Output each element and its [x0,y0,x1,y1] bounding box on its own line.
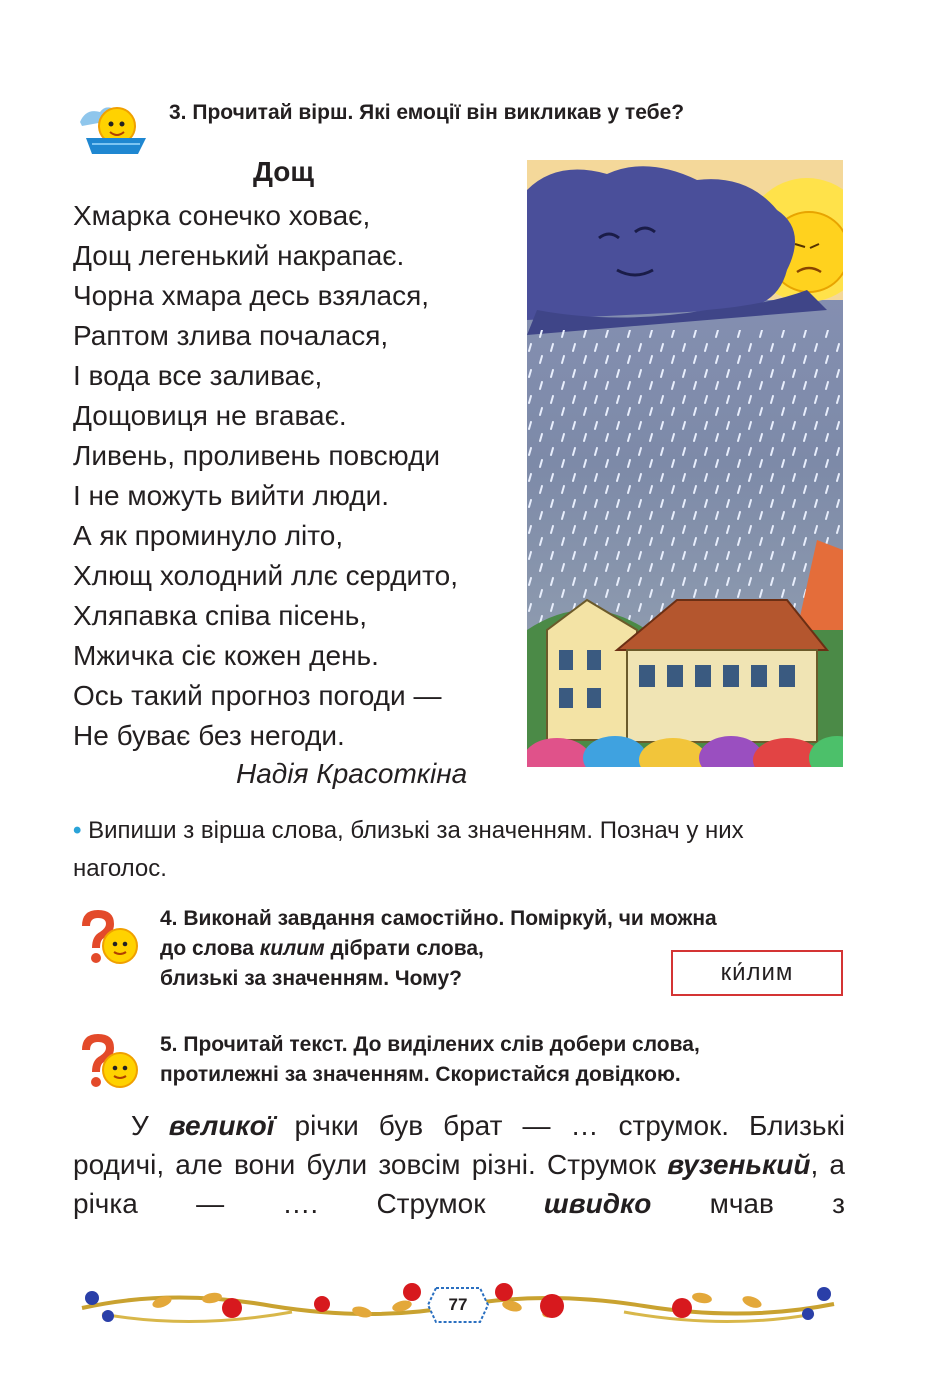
poem-line: Хляпавка співа пісень, [73,600,368,631]
question-mark-sun-icon [72,1030,142,1094]
task-4-title [160,904,717,994]
word-box-kylym: ки́лим [671,950,843,996]
task-4-line-2: до слова килим дібрати слова, [160,937,484,960]
task-5-line-2: протилежні за значенням. Скористайся довідкою. [160,1063,681,1086]
poem-line: Раптом злива почалася, [73,320,389,351]
prose-paragraph [73,1106,845,1223]
bullet-instruction [73,812,833,888]
highlighted-word-shvydko: швидко [543,1188,652,1219]
task-4-line-3: близькі за значенням. Чому? [160,967,462,990]
task-4-line-1: 4. Виконай завдання самостійно. Поміркуй, чи можна [160,907,717,930]
poem-text [73,196,458,756]
sun-boat-icon [72,98,150,160]
poem-line: Чорна хмара десь взялася, [73,280,430,311]
task-5-line-1: 5. Прочитай текст. До виділених слів добери слова, [160,1033,700,1056]
rain-illustration [527,160,843,767]
page-number-badge [426,1286,490,1324]
poem-line: Дощовиця не вгаває. [73,400,347,431]
poem-author: Надія Красоткіна [236,758,468,789]
bullet-instruction-text: Випиши з вірша слова, близькі за значенням. Познач у них наголос. [73,817,744,882]
poem-line: Ливень, проливень повсюди [73,440,441,471]
poem-line: А як проминуло літо, [73,520,344,551]
poem-line: Дощ легенький накрапає. [73,240,405,271]
poem-line: Хлющ холодний ллє сердито, [73,560,459,591]
poem-line: І не можуть вийти люди. [73,480,389,511]
highlighted-word-vuzenkyi: вузенький [667,1149,811,1180]
poem-line: Хмарка сонечко ховає, [73,200,371,231]
task-4-word-kylym: килим [259,937,325,960]
task-5-title [160,1030,700,1090]
question-mark-sun-icon [72,906,142,970]
poem-line: І вода все заливає, [73,360,323,391]
bullet-dot: • [73,817,82,844]
page-number: 77 [448,1295,468,1314]
poem-line: Мжичка сіє кожен день. [73,640,379,671]
poem-line: Ось такий прогноз погоди — [73,680,442,711]
task-3-title: 3. Прочитай вірш. Які емоції він викликав у тебе? [169,101,685,124]
highlighted-word-velykoi: великої [168,1110,275,1141]
prose-text: У великої річки був брат — … струмок. Близькі родичі, але вони були зовсім різні. Струмок вузенький, а річка — …. Струмок швидко мчав з [73,1110,845,1219]
poem-line: Не буває без негоди. [73,720,345,751]
poem-title: Дощ [253,156,315,187]
